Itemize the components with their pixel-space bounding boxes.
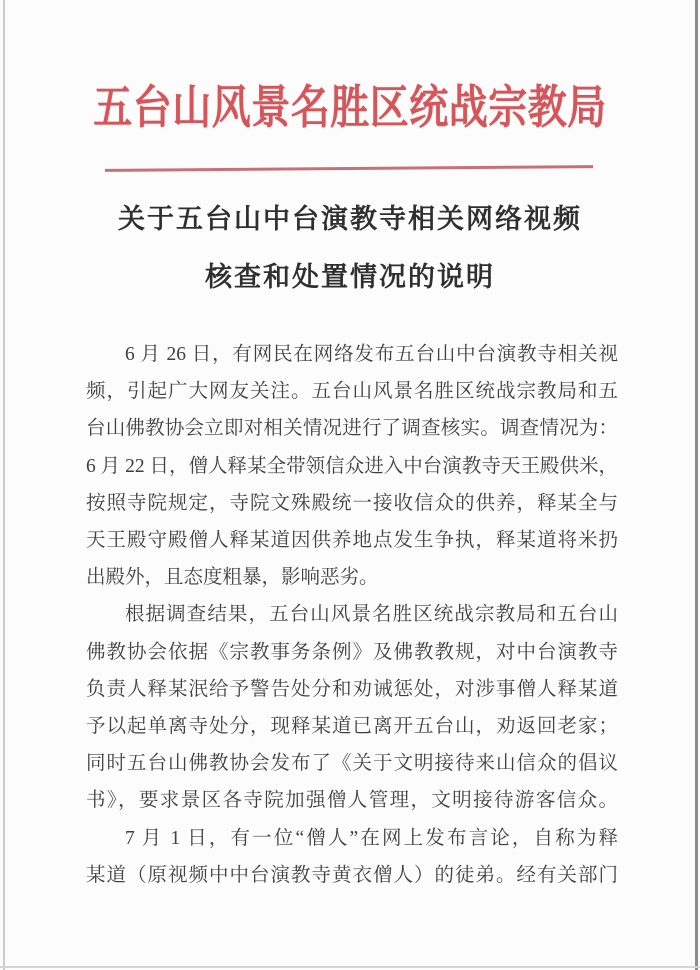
text-line: 天王殿守殿僧人释某道因供养地点发生争执，释某道将米扔	[86, 530, 618, 552]
text-line: 台山佛教协会立即对相关情况进行了调查核实。调查情况为：	[86, 418, 618, 440]
document-title-line-1: 关于五台山中台演教寺相关网络视频	[118, 204, 582, 234]
text-line: 出殿外，且态度粗暴，影响恶劣。	[86, 567, 379, 589]
text-line: 6 月 22 日，僧人释某全带领信众进入中台演教寺天王殿供米，	[86, 455, 618, 477]
scan-edge-bottom	[0, 966, 700, 968]
text-line: 6 月 26 日，有网民在网络发布五台山中台演教寺相关视	[125, 344, 618, 365]
agency-letterhead: 五台山风景名胜区统战宗教局	[93, 82, 607, 134]
text-line: 某道（原视频中中台演教寺黄衣僧人）的徒弟。经有关部门	[86, 864, 618, 886]
text-line: 书》，要求景区各寺院加强僧人管理，文明接待游客信众。	[86, 790, 618, 812]
text-line: 根据调查结果，五台山风景名胜区统战宗教局和五台山	[125, 604, 618, 626]
document-title-line-2: 核查和处置情况的说明	[205, 262, 495, 292]
scan-edge-right	[695, 0, 698, 970]
paragraph-3	[86, 820, 618, 894]
paragraph-2	[86, 596, 618, 819]
text-line: 7 月 1 日，有一位“僧人”在网上发布言论，自称为释	[125, 827, 618, 849]
paragraph-1	[86, 336, 618, 596]
document-title	[0, 190, 700, 306]
red-separator-rule	[105, 165, 593, 171]
scan-edge-left	[3, 0, 5, 970]
text-line: 按照寺院规定，寺院文殊殿统一接收信众的供养，释某全与	[86, 492, 618, 514]
text-line: 频，引起广大网友关注。五台山风景名胜区统战宗教局和五	[86, 381, 618, 403]
document-body	[86, 336, 618, 894]
text-line: 佛教协会依据《宗教事务条例》及佛教教规，对中台演教寺	[86, 641, 618, 663]
text-line: 予以起单离寺处分，现释某道已离开五台山，劝返回老家；	[86, 716, 618, 738]
text-line: 同时五台山佛教协会发布了《关于文明接待来山信众的倡议	[86, 753, 618, 775]
text-line: 负责人释某泯给予警告处分和劝诫惩处，对涉事僧人释某道	[86, 678, 618, 700]
